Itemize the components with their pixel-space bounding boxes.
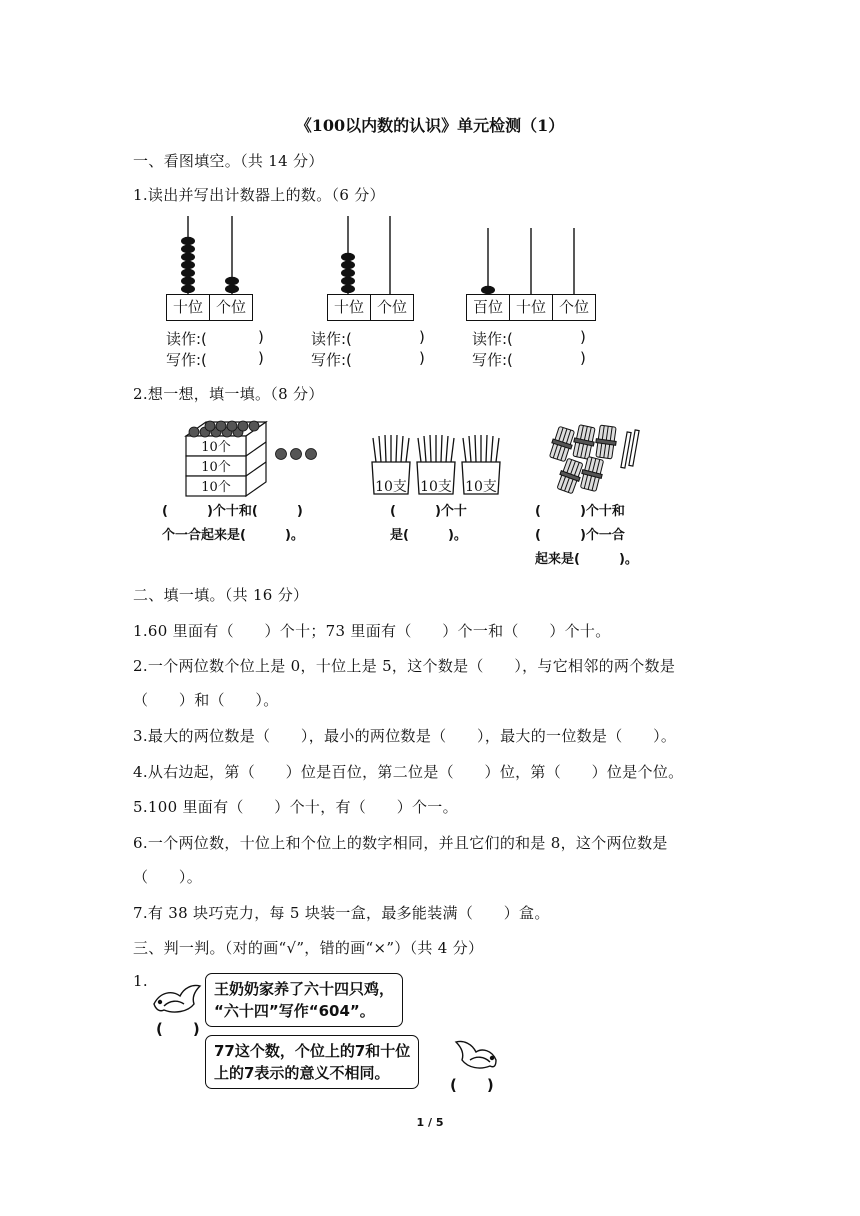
abacus-1-write [166,349,264,370]
write-close: ) [419,349,425,367]
s2-line-7: 6.一个两位数，十位上和个位上的数字相同，并且它们的和是 8，这个两位数是 [133,834,668,852]
s3-q1-number: 1. [133,972,148,990]
stick-bundles-drawing [548,424,648,496]
s2-line-3: （ ）和（ ）。 [133,691,279,709]
s2-line-1: 1.60 里面有（ ）个十；73 里面有（ ）个一和（ ）个十。 [133,622,611,640]
abacus-2-write [311,349,425,370]
answer-paren-1: ( ) [156,1020,200,1038]
stick-label-1: 10支 [375,479,407,495]
read-label: 读作:( [472,330,513,348]
s2-line-6: 5.100 里面有（ ）个十，有（ ）个一。 [133,798,458,816]
s2-line-9: 7.有 38 块巧克力，每 5 块装一盒，最多能装满（ ）盒。 [133,904,550,922]
bubble1-line2: “六十四”写作“604”。 [214,1002,375,1020]
abacus-3-place-hundreds: 百位 [466,294,510,321]
s2-line-8: （ ）。 [133,868,203,886]
bird-icon [150,980,206,1020]
write-label: 写作:( [311,351,352,369]
abacus-3-place-tens: 十位 [509,294,553,321]
abacus-1-place-ones: 个位 [209,294,253,321]
bubble2-line2: 上的7表示的意义不相同。 [214,1064,390,1082]
read-label: 读作:( [166,330,207,348]
stick-label-2: 10支 [420,479,452,495]
write-close: ) [258,349,264,367]
abacus-2-place-ones: 个位 [370,294,414,321]
caption-c-line3: 起来是( )。 [535,552,638,567]
bubble1-line1: 王奶奶家养了六十四只鸡， [214,980,395,998]
s2-line-4: 3.最大的两位数是（ ），最小的两位数是（ ），最大的一位数是（ ）。 [133,727,677,745]
page-title: 《100以内数的认识》单元检测（1） [295,116,565,135]
abacus-1-place-tens: 十位 [166,294,210,321]
read-close: ) [419,328,425,346]
q1-prompt: 1.读出并写出计数器上的数。（6 分） [133,186,385,204]
read-close: ) [580,328,586,346]
page-number: 1 / 5 [416,1116,444,1129]
q2-prompt: 2.想一想，填一填。（8 分） [133,385,324,403]
section1-heading: 一、看图填空。（共 14 分） [133,152,324,170]
abacus-1-read [166,328,264,349]
section2-heading: 二、填一填。（共 16 分） [133,586,309,604]
bubble2-line1: 77这个数，个位上的7和十位 [214,1042,411,1060]
caption-c-line1: ( )个十和 [535,504,625,519]
write-close: ) [580,349,586,367]
abacus-3-place-ones: 个位 [552,294,596,321]
caption-a-line2: 个一合起来是( )。 [162,528,304,543]
abacus-2-place-tens: 十位 [327,294,371,321]
write-label: 写作:( [472,351,513,369]
abacus-2-rods [322,212,422,296]
caption-a-line1: ( )个十和( ) [162,504,303,519]
s2-line-2: 2.一个两位数个位上是 0，十位上是 5，这个数是（ ），与它相邻的两个数是 [133,657,676,675]
write-label: 写作:( [166,351,207,369]
speech-bubble-2 [205,1035,419,1089]
box-label-2: 10个 [201,460,231,475]
read-close: ) [258,328,264,346]
caption-b-line2: 是( )。 [390,528,467,543]
box-label-1: 10个 [201,440,231,455]
abacus-1-rods [160,212,260,296]
caption-b-line1: ( )个十 [390,504,467,519]
bird-icon [450,1038,502,1074]
abacus-3-read [472,328,586,349]
speech-bubble-1 [205,973,403,1027]
abacus-3-write [472,349,586,370]
abacus-2-read [311,328,425,349]
answer-paren-2: ( ) [450,1076,494,1094]
caption-c-line2: ( )个一合 [535,528,625,543]
s2-line-5: 4.从右边起，第（ ）位是百位，第二位是（ ）位，第（ ）位是个位。 [133,763,684,781]
box-label-3: 10个 [201,480,231,495]
section3-heading: 三、判一判。（对的画“√”，错的画“×”）（共 4 分） [133,939,484,957]
abacus-3-rods [465,224,595,296]
read-label: 读作:( [311,330,352,348]
stick-label-3: 10支 [465,479,497,495]
